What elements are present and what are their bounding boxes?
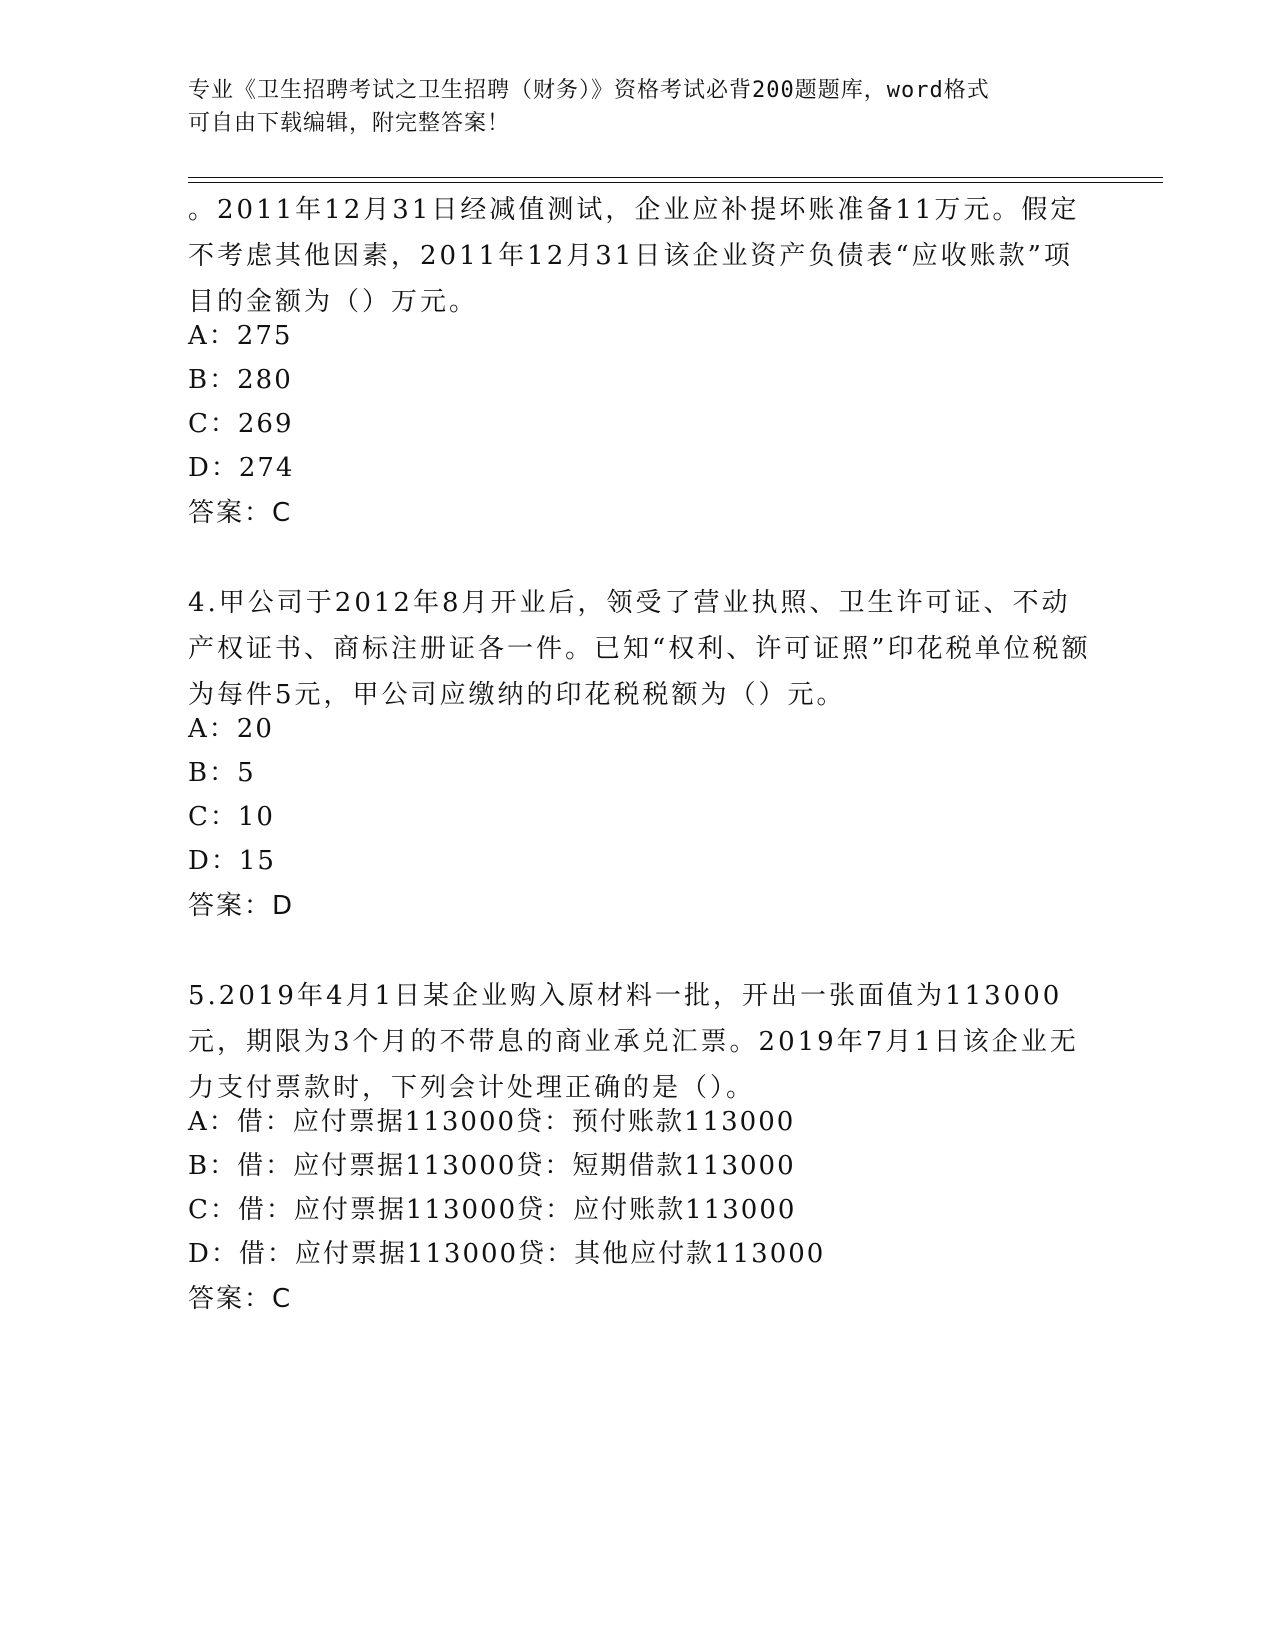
option-d: D：274 — [188, 453, 295, 483]
option-b: B：借：应付票据113000贷：短期借款113000 — [188, 1151, 796, 1181]
answer-label: 答案：D — [188, 891, 295, 921]
header-divider-top — [188, 177, 1163, 178]
option-c: C：269 — [188, 409, 294, 439]
question-text: 5.2019年4月1日某企业购入原材料一批，开出一张面值为113000元，期限为3个月的不带息的商业承兑汇票。2019年7月1日该企业无力支付票款时，下列会计处理正确的是（）。 — [188, 981, 1079, 1103]
option-d: D：15 — [188, 846, 276, 876]
option-b: B：5 — [188, 758, 256, 788]
question-text: 。2011年12月31日经减值测试，企业应补提坏账准备11万元。假定不考虑其他因素，2011年12月31日该企业资产负债表“应收账款”项目的金额为（）万元。 — [188, 195, 1080, 317]
header-title-line-2: 可自由下载编辑，附完整答案！ — [188, 111, 511, 136]
option-c: C：10 — [188, 802, 275, 832]
document-header — [188, 74, 1088, 140]
option-d: D：借：应付票据113000贷：其他应付款113000 — [188, 1239, 826, 1269]
answer-label: 答案：C — [188, 1284, 293, 1314]
header-title-line-1: 专业《卫生招聘考试之卫生招聘（财务）》资格考试必背200题题库，word格式 — [188, 78, 990, 103]
header-divider-bottom — [188, 182, 1163, 183]
option-b: B：280 — [188, 365, 293, 395]
option-a: A：借：应付票据113000贷：预付账款113000 — [188, 1107, 796, 1137]
answer-label: 答案：C — [188, 498, 293, 528]
question-text: 4.甲公司于2012年8月开业后，领受了营业执照、卫生许可证、不动产权证书、商标注册证各一件。已知“权利、许可证照”印花税单位税额为每件5元，甲公司应缴纳的印花税税额为（）元。 — [188, 588, 1091, 710]
option-a: A：275 — [188, 321, 293, 351]
option-a: A：20 — [188, 714, 274, 744]
option-c: C：借：应付票据113000贷：应付账款113000 — [188, 1195, 797, 1225]
